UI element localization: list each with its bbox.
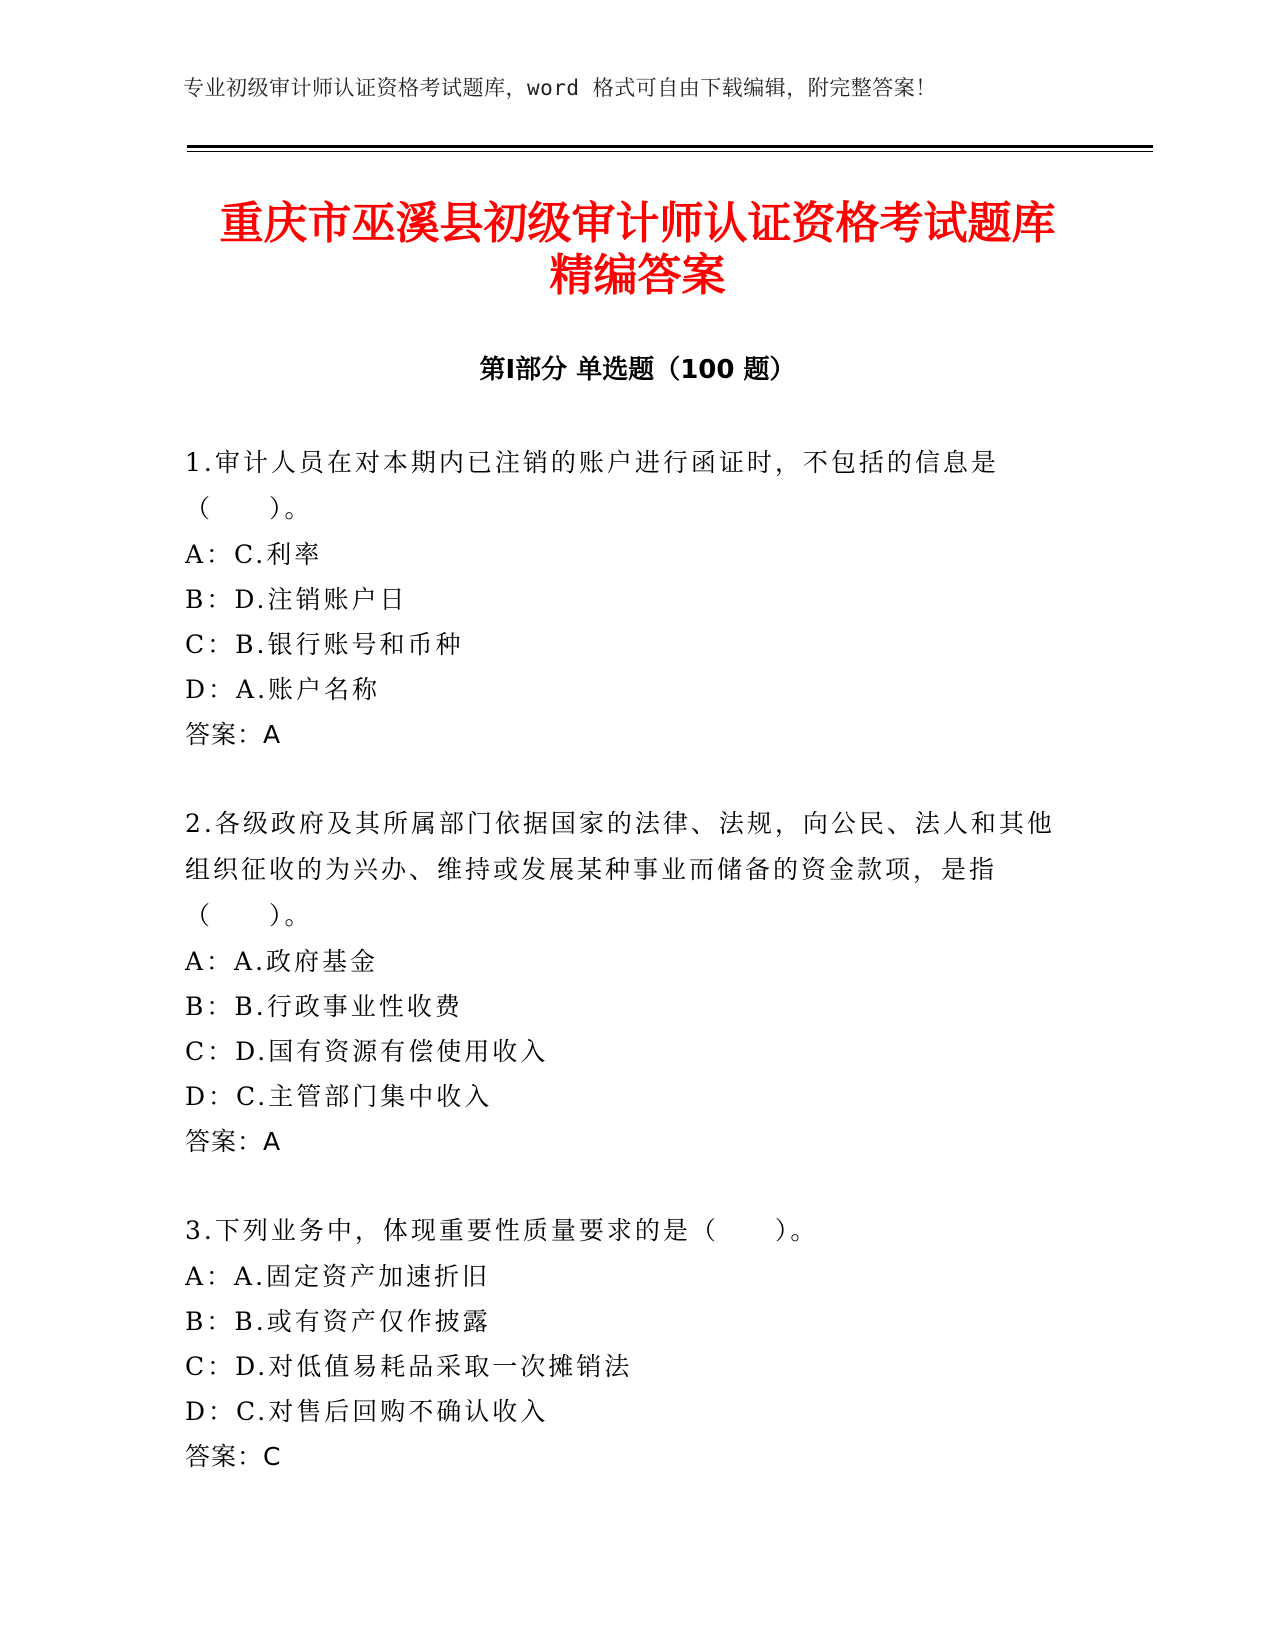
answer: 答案：C — [185, 1442, 282, 1471]
option-a: A：C.利率 — [185, 540, 323, 569]
document-title — [120, 198, 1155, 302]
option-b: B：D.注销账户日 — [185, 585, 408, 614]
option-d: D：A.账户名称 — [185, 675, 381, 704]
option-d: D：C.对售后回购不确认收入 — [185, 1397, 549, 1426]
option-d: D：C.主管部门集中收入 — [185, 1082, 493, 1111]
question-1 — [185, 440, 1065, 757]
header-rule-thin — [187, 151, 1153, 152]
option-c: C：B.银行账号和币种 — [185, 630, 464, 659]
option-b: B：B.或有资产仅作披露 — [185, 1307, 491, 1336]
option-a: A：A.政府基金 — [185, 947, 379, 976]
question-2 — [185, 801, 1065, 1164]
section-heading: 第Ⅰ部分 单选题（100 题） — [479, 355, 796, 385]
answer: 答案：A — [185, 1127, 282, 1156]
title-line-1: 重庆市巫溪县初级审计师认证资格考试题库 — [219, 198, 1056, 249]
option-b: B：B.行政事业性收费 — [185, 992, 463, 1021]
question-stem: 3.下列业务中，体现重要性质量要求的是（ ）。 — [185, 1216, 819, 1245]
answer: 答案：A — [185, 720, 282, 749]
question-stem: 1.审计人员在对本期内已注销的账户进行函证时，不包括的信息是（ ）。 — [185, 448, 999, 523]
question-list — [185, 440, 1065, 1523]
question-3 — [185, 1208, 1065, 1479]
question-stem: 2.各级政府及其所属部门依据国家的法律、法规，向公民、法人和其他组织征收的为兴办、维持或发展某种事业而储备的资金款项，是指（ ）。 — [185, 809, 1055, 930]
header-tagline: 专业初级审计师认证资格考试题库，word 格式可自由下载编辑，附完整答案！ — [183, 76, 937, 100]
option-c: C：D.国有资源有偿使用收入 — [185, 1037, 549, 1066]
title-line-2: 精编答案 — [549, 250, 726, 301]
option-a: A：A.固定资产加速折旧 — [185, 1262, 491, 1291]
option-c: C：D.对低值易耗品采取一次摊销法 — [185, 1352, 633, 1381]
header-rule-thick — [187, 145, 1153, 148]
